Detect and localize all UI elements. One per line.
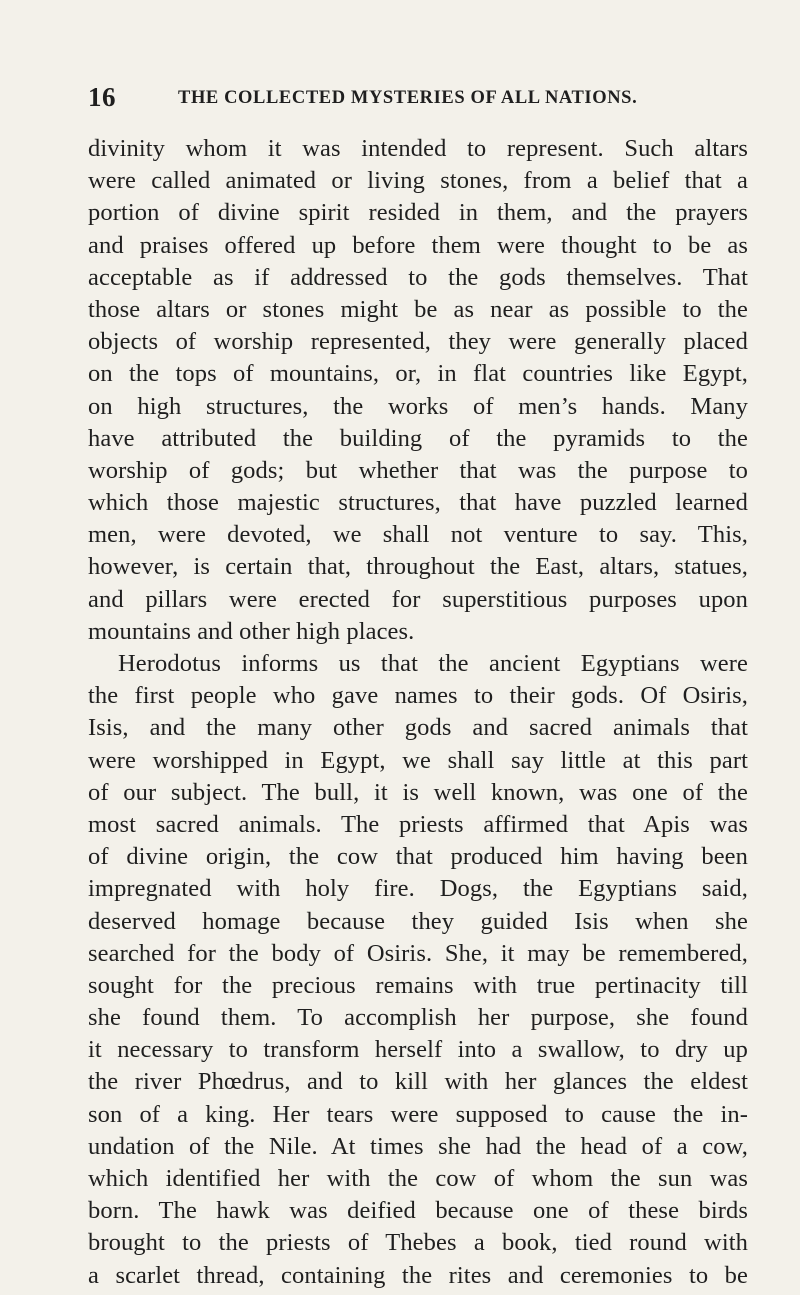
text-line: Isis, and the many other gods and sacred animals that [88,714,748,742]
text-line: sought for the precious remains with true pertinacity till [88,971,748,999]
text-line: the first people who gave names to their gods. Of Osiris, [88,682,748,710]
text-line: were called animated or living stones, from a belief that a [88,167,748,195]
text-line: worship of gods; but whether that was the purpose to [88,456,748,484]
text-line: born. The hawk was deified because one of these birds [88,1197,748,1225]
text-line: portion of divine spirit resided in them, and the prayers [88,199,748,227]
text-line: were worshipped in Egypt, we shall say little at this part [88,746,748,774]
page-number: 16 [88,82,116,112]
running-head [88,82,748,114]
text-line: objects of worship represented, they were generally placed [88,328,748,356]
text-line: however, is certain that, throughout the East, altars, statues, [88,553,748,581]
text-line: and pillars were erected for superstitious purposes upon [88,585,748,613]
text-line: deserved homage because they guided Isis when she [88,907,748,935]
text-line: which those majestic structures, that have puzzled learned [88,489,748,517]
text-line: most sacred animals. The priests affirmed that Apis was [88,810,748,838]
text-line: it necessary to transform herself into a swallow, to dry up [88,1036,748,1064]
running-title: THE COLLECTED MYSTERIES OF ALL NATIONS. [178,88,638,108]
text-line: of divine origin, the cow that produced him having been [88,843,748,871]
text-line: on the tops of mountains, or, in flat countries like Egypt, [88,360,748,388]
text-line: son of a king. Her tears were supposed to cause the in- [88,1100,748,1128]
text-line: which identified her with the cow of whom the sun was [88,1165,748,1192]
text-line: those altars or stones might be as near as possible to the [88,295,748,323]
body-text [88,133,748,1292]
text-line: on high structures, the works of men’s hands. Many [88,392,748,420]
text-line: Herodotus informs us that the ancient Egyptians were [118,650,748,677]
text-line: she found them. To accomplish her purpose, she found [88,1004,748,1032]
text-line: of our subject. The bull, it is well known, was one of the [88,778,748,806]
text-line: undation of the Nile. At times she had the head of a cow, [88,1132,748,1160]
text-line: the river Phœdrus, and to kill with her glances the eldest [88,1068,748,1096]
text-line: divinity whom it was intended to represent. Such altars [88,135,748,162]
text-line: and praises offered up before them were thought to be as [88,231,748,259]
text-line: men, were devoted, we shall not venture to say. This, [88,521,748,549]
text-line: impregnated with holy fire. Dogs, the Egyptians said, [88,875,748,903]
text-line: have attributed the building of the pyramids to the [88,424,748,452]
text-line: a scarlet thread, containing the rites and ceremonies to be [88,1261,748,1289]
text-line: searched for the body of Osiris. She, it may be remembered, [88,939,748,967]
text-line: mountains and other high places. [88,617,415,645]
text-line: brought to the priests of Thebes a book, tied round with [88,1229,748,1257]
text-line: acceptable as if addressed to the gods themselves. That [88,263,748,291]
